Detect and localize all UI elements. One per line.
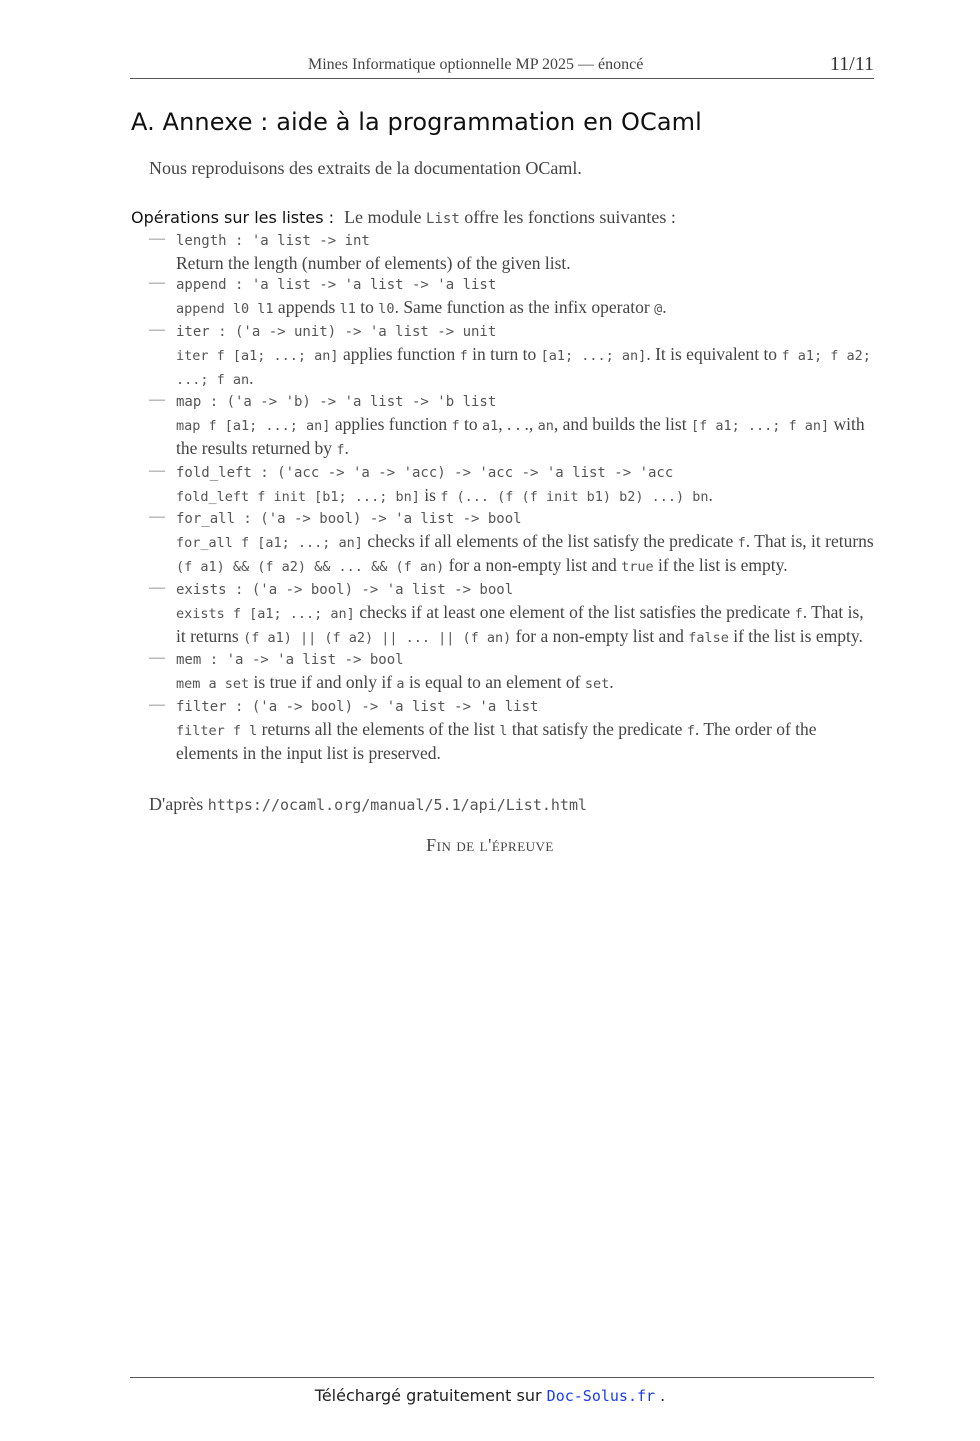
function-item: [131, 230, 876, 274]
function-signature: append : 'a list -> 'a list -> 'a list: [176, 277, 497, 294]
source-reference: [149, 794, 587, 815]
text-fragment: if the list is empty.: [653, 555, 788, 576]
code-fragment: l0: [378, 301, 395, 318]
text-fragment: Return the length (number of elements) of the given list.: [176, 253, 571, 273]
code-fragment: filter f l: [176, 722, 258, 739]
code-fragment: f: [686, 722, 695, 739]
footer-link[interactable]: Doc-Solus.fr: [546, 1387, 656, 1405]
code-fragment: exists f [a1; ...; an]: [176, 605, 355, 622]
code-fragment: (f a1) || (f a2) || ... || (f an): [243, 629, 512, 646]
bullet-dash: —: [149, 230, 165, 247]
text-fragment: . That is, it returns: [176, 601, 864, 646]
text-fragment: . The order of the elements in the input list is preserved.: [176, 718, 817, 763]
source-prefix: D'après: [149, 794, 208, 814]
page-header: [130, 54, 874, 79]
text-fragment: with the results returned by: [176, 414, 865, 459]
code-fragment: f: [451, 418, 460, 435]
code-fragment: @: [654, 301, 663, 318]
bullet-dash: —: [149, 578, 165, 596]
page-footer: [0, 1386, 980, 1405]
code-fragment: append l0 l1: [176, 301, 274, 318]
end-of-exam: Fin de l'épreuve: [426, 835, 554, 855]
function-description: [176, 718, 876, 765]
function-signature: length : 'a list -> int: [176, 233, 370, 249]
source-url[interactable]: https://ocaml.org/manual/5.1/api/List.html: [207, 796, 588, 814]
list-operations-section: [131, 206, 876, 764]
code-fragment: for_all f [a1; ...; an]: [176, 535, 363, 552]
bullet-dash: —: [149, 695, 165, 713]
function-item: [131, 696, 876, 765]
code-fragment: (f a1) && (f a2) && ... && (f an): [176, 559, 445, 576]
footer-divider: [130, 1377, 874, 1378]
footer-suffix: .: [655, 1386, 666, 1405]
annex-heading: A. Annexe : aide à la programmation en OCaml: [131, 108, 702, 136]
function-signature: exists : ('a -> bool) -> 'a list -> bool: [176, 581, 514, 598]
code-fragment: a1: [481, 418, 499, 435]
function-description: [176, 671, 876, 695]
function-description: [176, 343, 876, 392]
text-fragment: for a non-empty list and: [444, 555, 622, 576]
code-fragment: mem a set: [176, 676, 250, 693]
code-fragment: an: [537, 418, 554, 435]
text-fragment: returns all the elements of the list: [257, 718, 500, 739]
function-description: [176, 484, 876, 508]
code-fragment: l: [499, 722, 508, 739]
bullet-dash: —: [149, 391, 165, 409]
function-list: [131, 230, 876, 764]
code-fragment: a: [396, 676, 405, 693]
text-fragment: to: [459, 414, 482, 435]
function-item: [131, 321, 876, 392]
section-text-before: Le module: [344, 207, 427, 227]
code-fragment: fold_left f init [b1; ...; bn]: [176, 488, 420, 505]
function-signature: filter : ('a -> bool) -> 'a list -> 'a list: [176, 698, 539, 715]
function-signature: fold_left : ('acc -> 'a -> 'acc) -> 'acc -> 'a list -> 'acc: [176, 464, 674, 481]
text-fragment: applies function: [338, 343, 460, 364]
text-fragment: .: [344, 438, 349, 459]
section-header: [131, 206, 876, 230]
text-fragment: is: [419, 484, 441, 505]
function-description: [176, 530, 876, 579]
text-fragment: is true if and only if: [249, 672, 397, 693]
function-description: [176, 413, 876, 462]
function-item: [131, 508, 876, 579]
function-signature: mem : 'a -> 'a list -> bool: [176, 652, 404, 669]
bullet-dash: —: [149, 320, 165, 338]
function-description: [176, 601, 876, 650]
code-fragment: true: [621, 559, 654, 576]
code-fragment: f a1; f a2; ...; f an: [176, 347, 871, 388]
code-fragment: map f [a1; ...; an]: [176, 418, 331, 435]
function-description: [176, 296, 876, 320]
code-fragment: f: [336, 442, 345, 459]
bullet-dash: —: [149, 508, 165, 526]
function-description: [176, 252, 876, 274]
code-fragment: f (... (f (f init b1) b2) ...) bn: [440, 488, 709, 505]
page-number: 11/11: [829, 53, 874, 75]
text-fragment: in turn to: [467, 343, 541, 364]
text-fragment: to: [355, 297, 379, 318]
code-fragment: iter f [a1; ...; an]: [176, 347, 339, 364]
annex-intro: Nous reproduisons des extraits de la documentation OCaml.: [149, 158, 582, 178]
text-fragment: , . . .,: [498, 414, 538, 435]
text-fragment: .: [708, 484, 713, 505]
function-item: [131, 649, 876, 695]
text-fragment: is equal to an element of: [404, 672, 585, 693]
code-fragment: l1: [339, 301, 356, 318]
section-intro: [344, 207, 676, 227]
code-fragment: f: [794, 605, 803, 622]
text-fragment: checks if all elements of the list satisfy the predicate: [362, 531, 738, 552]
function-signature: for_all : ('a -> bool) -> 'a list -> bool: [176, 511, 522, 528]
module-name: List: [426, 211, 460, 227]
code-fragment: f: [459, 347, 468, 364]
code-fragment: [a1; ...; an]: [540, 347, 647, 364]
header-title: Mines Informatique optionnelle MP 2025 — énoncé: [308, 56, 644, 73]
bullet-dash: —: [149, 649, 165, 667]
text-fragment: appends: [273, 297, 340, 318]
text-fragment: .: [249, 367, 254, 388]
text-fragment: . It is equivalent to: [646, 343, 782, 364]
text-fragment: if the list is empty.: [728, 625, 863, 646]
bullet-dash: —: [149, 274, 165, 292]
section-label: Opérations sur les listes :: [131, 208, 335, 227]
code-fragment: f: [737, 535, 746, 552]
function-signature: map : ('a -> 'b) -> 'a list -> 'b list: [176, 394, 497, 411]
text-fragment: for a non-empty list and: [511, 625, 689, 646]
function-item: [131, 462, 876, 508]
text-fragment: . That is, it returns: [745, 531, 874, 552]
text-fragment: applies function: [330, 414, 452, 435]
text-fragment: checks if at least one element of the list satisfies the predicate: [354, 601, 795, 622]
text-fragment: .: [609, 672, 614, 693]
footer-text: Téléchargé gratuitement sur: [314, 1386, 547, 1405]
section-text-after: offre les fonctions suivantes :: [459, 207, 676, 227]
code-fragment: false: [688, 629, 729, 646]
function-signature: iter : ('a -> unit) -> 'a list -> unit: [176, 323, 497, 340]
bullet-dash: —: [149, 461, 165, 479]
code-fragment: set: [584, 676, 610, 693]
function-item: [131, 579, 876, 650]
text-fragment: . Same function as the infix operator: [394, 297, 655, 318]
function-item: [131, 391, 876, 462]
text-fragment: .: [662, 297, 667, 318]
function-item: [131, 274, 876, 320]
code-fragment: [f a1; ...; f an]: [690, 418, 830, 435]
text-fragment: , and builds the list: [553, 414, 691, 435]
text-fragment: that satisfy the predicate: [507, 718, 687, 739]
